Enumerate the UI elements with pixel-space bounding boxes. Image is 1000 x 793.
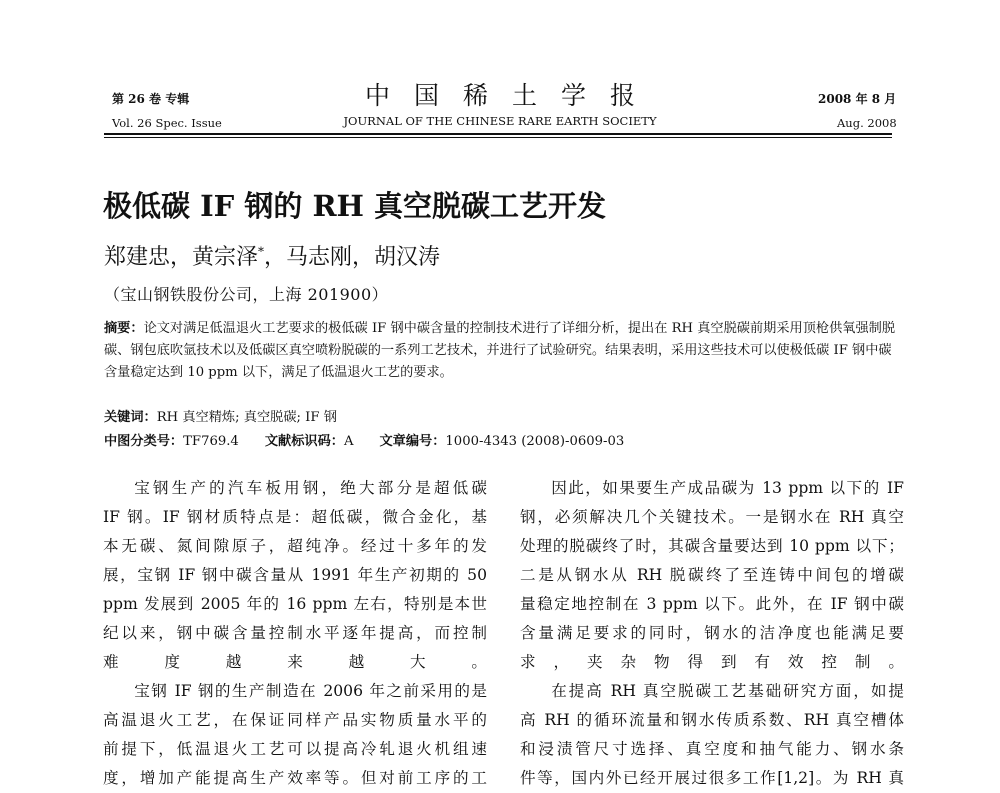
body-line: IF 钢。IF 钢材质特点是：超低碳，微合金化，基 xyxy=(103,508,487,526)
authors xyxy=(104,240,440,271)
body-line: 高温退火工艺，在保证同样产品实物质量水平的 xyxy=(103,711,487,729)
issue-cn: 第 26 卷 专辑 xyxy=(112,92,190,106)
article-no-value: 1000-4343 (2008)-0609-03 xyxy=(445,434,625,449)
body-line: 求，夹杂物得到有效控制。 xyxy=(520,653,904,671)
body-line: 二是从钢水从 RH 脱碳终了至连铸中间包的增碳 xyxy=(520,566,904,584)
body-column-right xyxy=(520,474,904,793)
clc-value: TF769.4 xyxy=(183,434,239,449)
clc-label: 中图分类号： xyxy=(104,434,184,449)
paragraph xyxy=(103,677,487,793)
header-rule-thick xyxy=(104,133,892,135)
journal-title-cn: 中国稀土学报 xyxy=(364,81,659,110)
doc-code-label: 文献标识码： xyxy=(264,434,344,449)
body-line: 展，宝钢 IF 钢中碳含量从 1991 年生产初期的 50 xyxy=(103,566,487,584)
date-cn: 2008 年 8 月 xyxy=(818,92,897,106)
keywords xyxy=(104,406,337,425)
body-line: 前提下，低温退火工艺可以提高冷轧退火机组速 xyxy=(103,740,487,758)
authors-rest: ，马志刚，胡汉涛 xyxy=(264,245,441,270)
body-line: 钢，必须解决几个关键技术。一是钢水在 RH 真空 xyxy=(520,508,904,526)
classification-line xyxy=(104,430,624,449)
body-line: 件等，国内外已经开展过很多工作[1,2]。为 RH 真 xyxy=(520,769,904,787)
body-line: 量稳定地控制在 3 ppm 以下。此外，在 IF 钢中碳 xyxy=(520,595,904,613)
body-line: 本无碳、氮间隙原子，超纯净。经过十多年的发 xyxy=(103,537,487,555)
body-line: 和浸渍管尺寸选择、真空度和抽气能力、钢水条 xyxy=(520,740,904,758)
keywords-text: RH 真空精炼; 真空脱碳; IF 钢 xyxy=(156,410,337,425)
body-column-left xyxy=(103,474,487,793)
body-line: 宝钢生产的汽车板用钢，绝大部分是超低碳 xyxy=(134,479,487,497)
body-line: 高 RH 的循环流量和钢水传质系数、RH 真空槽体 xyxy=(520,711,904,729)
body-line: 纪以来，钢中碳含量控制水平逐年提高，而控制 xyxy=(103,624,487,642)
body-line: 宝钢 IF 钢的生产制造在 2006 年之前采用的是 xyxy=(134,682,487,700)
date-en: Aug. 2008 xyxy=(837,116,897,130)
body-line: ppm 发展到 2005 年的 16 ppm 左右，特别是本世 xyxy=(103,595,487,613)
header-rule-thin xyxy=(104,137,892,138)
body-line: 度，增加产能提高生产效率等。但对前工序的工 xyxy=(103,769,487,787)
abstract xyxy=(104,318,896,384)
body-line: 在提高 RH 真空脱碳工艺基础研究方面，如提 xyxy=(551,682,904,700)
article-no-label: 文章编号： xyxy=(379,434,446,449)
paragraph xyxy=(520,677,904,793)
doc-code-value: A xyxy=(343,434,354,449)
affiliation: （宝山钢铁股份公司，上海 201900） xyxy=(104,285,389,304)
journal-title-en: JOURNAL OF THE CHINESE RARE EARTH SOCIETY xyxy=(343,114,657,128)
body-line: 含量满足要求的同时，钢水的洁净度也能满足要 xyxy=(520,624,904,642)
abstract-label: 摘要： xyxy=(104,321,144,336)
body-line: 处理的脱碳终了时，其碳含量要达到 10 ppm 以下； xyxy=(520,537,904,555)
issue-en: Vol. 26 Spec. Issue xyxy=(112,116,222,130)
body-line: 难度越来越大。 xyxy=(103,653,487,671)
paragraph xyxy=(520,474,904,677)
authors-main: 郑建忠，黄宗泽 xyxy=(104,245,259,270)
article-title: 极低碳 IF 钢的 RH 真空脱碳工艺开发 xyxy=(103,189,607,223)
body-line: 因此，如果要生产成品碳为 13 ppm 以下的 IF xyxy=(551,479,904,497)
paragraph xyxy=(103,474,487,677)
corresponding-author-mark: * xyxy=(258,244,265,259)
abstract-text: 论文对满足低温退火工艺要求的极低碳 IF 钢中碳含量的控制技术进行了详细分析，提出在 RH 真空脱碳前期采用顶枪供氧强制脱碳、钢包底吹氩技术以及低碳区真空喷粉脱碳的一系列工艺技术，并进行了试验研究。结果表明，采用这些技术可以使极低碳 IF 钢中碳含量稳定达到 10 ppm 以下，满足了低温退火工艺的要求。 xyxy=(104,321,896,380)
keywords-label: 关键词： xyxy=(104,410,157,425)
